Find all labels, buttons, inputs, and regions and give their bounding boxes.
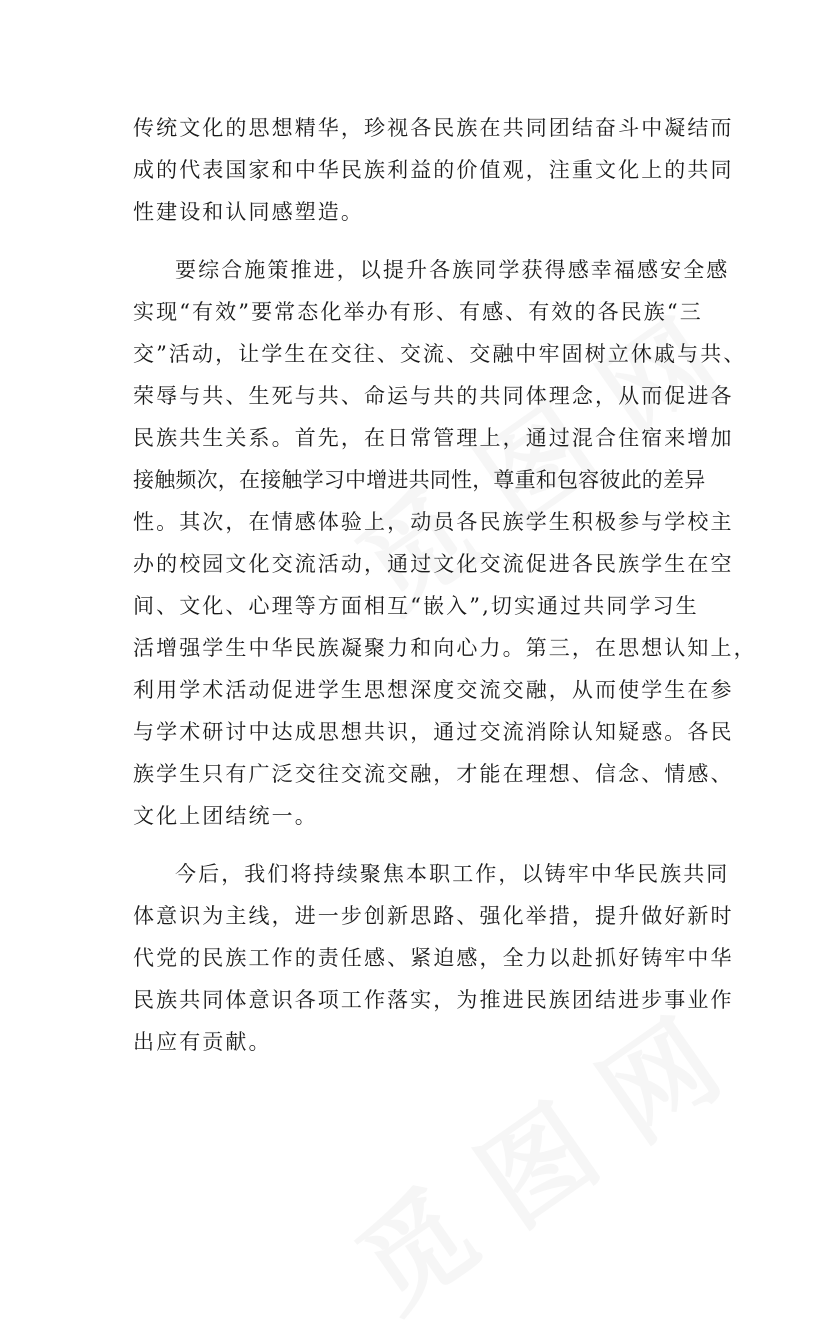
paragraph-line: 间、文化、心理等方面相互“嵌入”,切实通过共同学习生 bbox=[133, 594, 699, 618]
paragraph-line: 要综合施策推进，以提升各族同学获得感幸福感安全感 bbox=[175, 258, 730, 282]
paragraph-line: 性。其次，在情感体验上，动员各民族学生积极参与学校主 bbox=[133, 510, 734, 534]
paragraph-line: 荣辱与共、生死与共、命运与共的共同体理念，从而促进各 bbox=[133, 384, 734, 408]
paragraph-line: 利用学术活动促进学生思想深度交流交融，从而使学生在参 bbox=[133, 678, 734, 702]
paragraph-line: 活增强学生中华民族凝聚力和向心力。第三，在思想认知上， bbox=[133, 636, 757, 660]
paragraph-line: 族学生只有广泛交往交流交融，才能在理想、信念、情感、 bbox=[133, 762, 734, 786]
paragraph-line: 文化上团结统一。 bbox=[133, 804, 318, 828]
paragraph-line: 出应有贡献。 bbox=[133, 1030, 272, 1054]
paragraph-line: 代党的民族工作的责任感、紧迫感，全力以赴抓好铸牢中华 bbox=[133, 946, 734, 970]
paragraph-line: 传统文化的思想精华，珍视各民族在共同团结奋斗中凝结而 bbox=[133, 116, 734, 140]
paragraph-line: 实现“有效”要常态化举办有形、有感、有效的各民族“三 bbox=[133, 300, 703, 324]
paragraph-line: 交”活动，让学生在交往、交流、交融中牢固树立休戚与共、 bbox=[133, 342, 747, 366]
paragraph-line: 今后，我们将持续聚焦本职工作，以铸牢中华民族共同 bbox=[175, 862, 730, 886]
paragraph-line: 民族共同体意识各项工作落实，为推进民族团结进步事业作 bbox=[133, 988, 734, 1012]
paragraph-line: 体意识为主线，进一步创新思路、强化举措，提升做好新时 bbox=[133, 904, 734, 928]
paragraph-line: 民族共生关系。首先，在日常管理上，通过混合住宿来增加 bbox=[133, 426, 734, 450]
paragraph-line: 性建设和认同感塑造。 bbox=[133, 200, 364, 224]
paragraph-line: 成的代表国家和中华民族利益的价值观，注重文化上的共同 bbox=[133, 158, 734, 182]
paragraph-line: 办的校园文化交流活动，通过文化交流促进各民族学生在空 bbox=[133, 552, 734, 576]
paragraph-line: 与学术研讨中达成思想共识，通过交流消除认知疑惑。各民 bbox=[133, 720, 734, 744]
paragraph-line: 接触频次，在接触学习中增进共同性，尊重和包容彼此的差异 bbox=[133, 468, 706, 492]
watermark bbox=[321, 278, 745, 641]
